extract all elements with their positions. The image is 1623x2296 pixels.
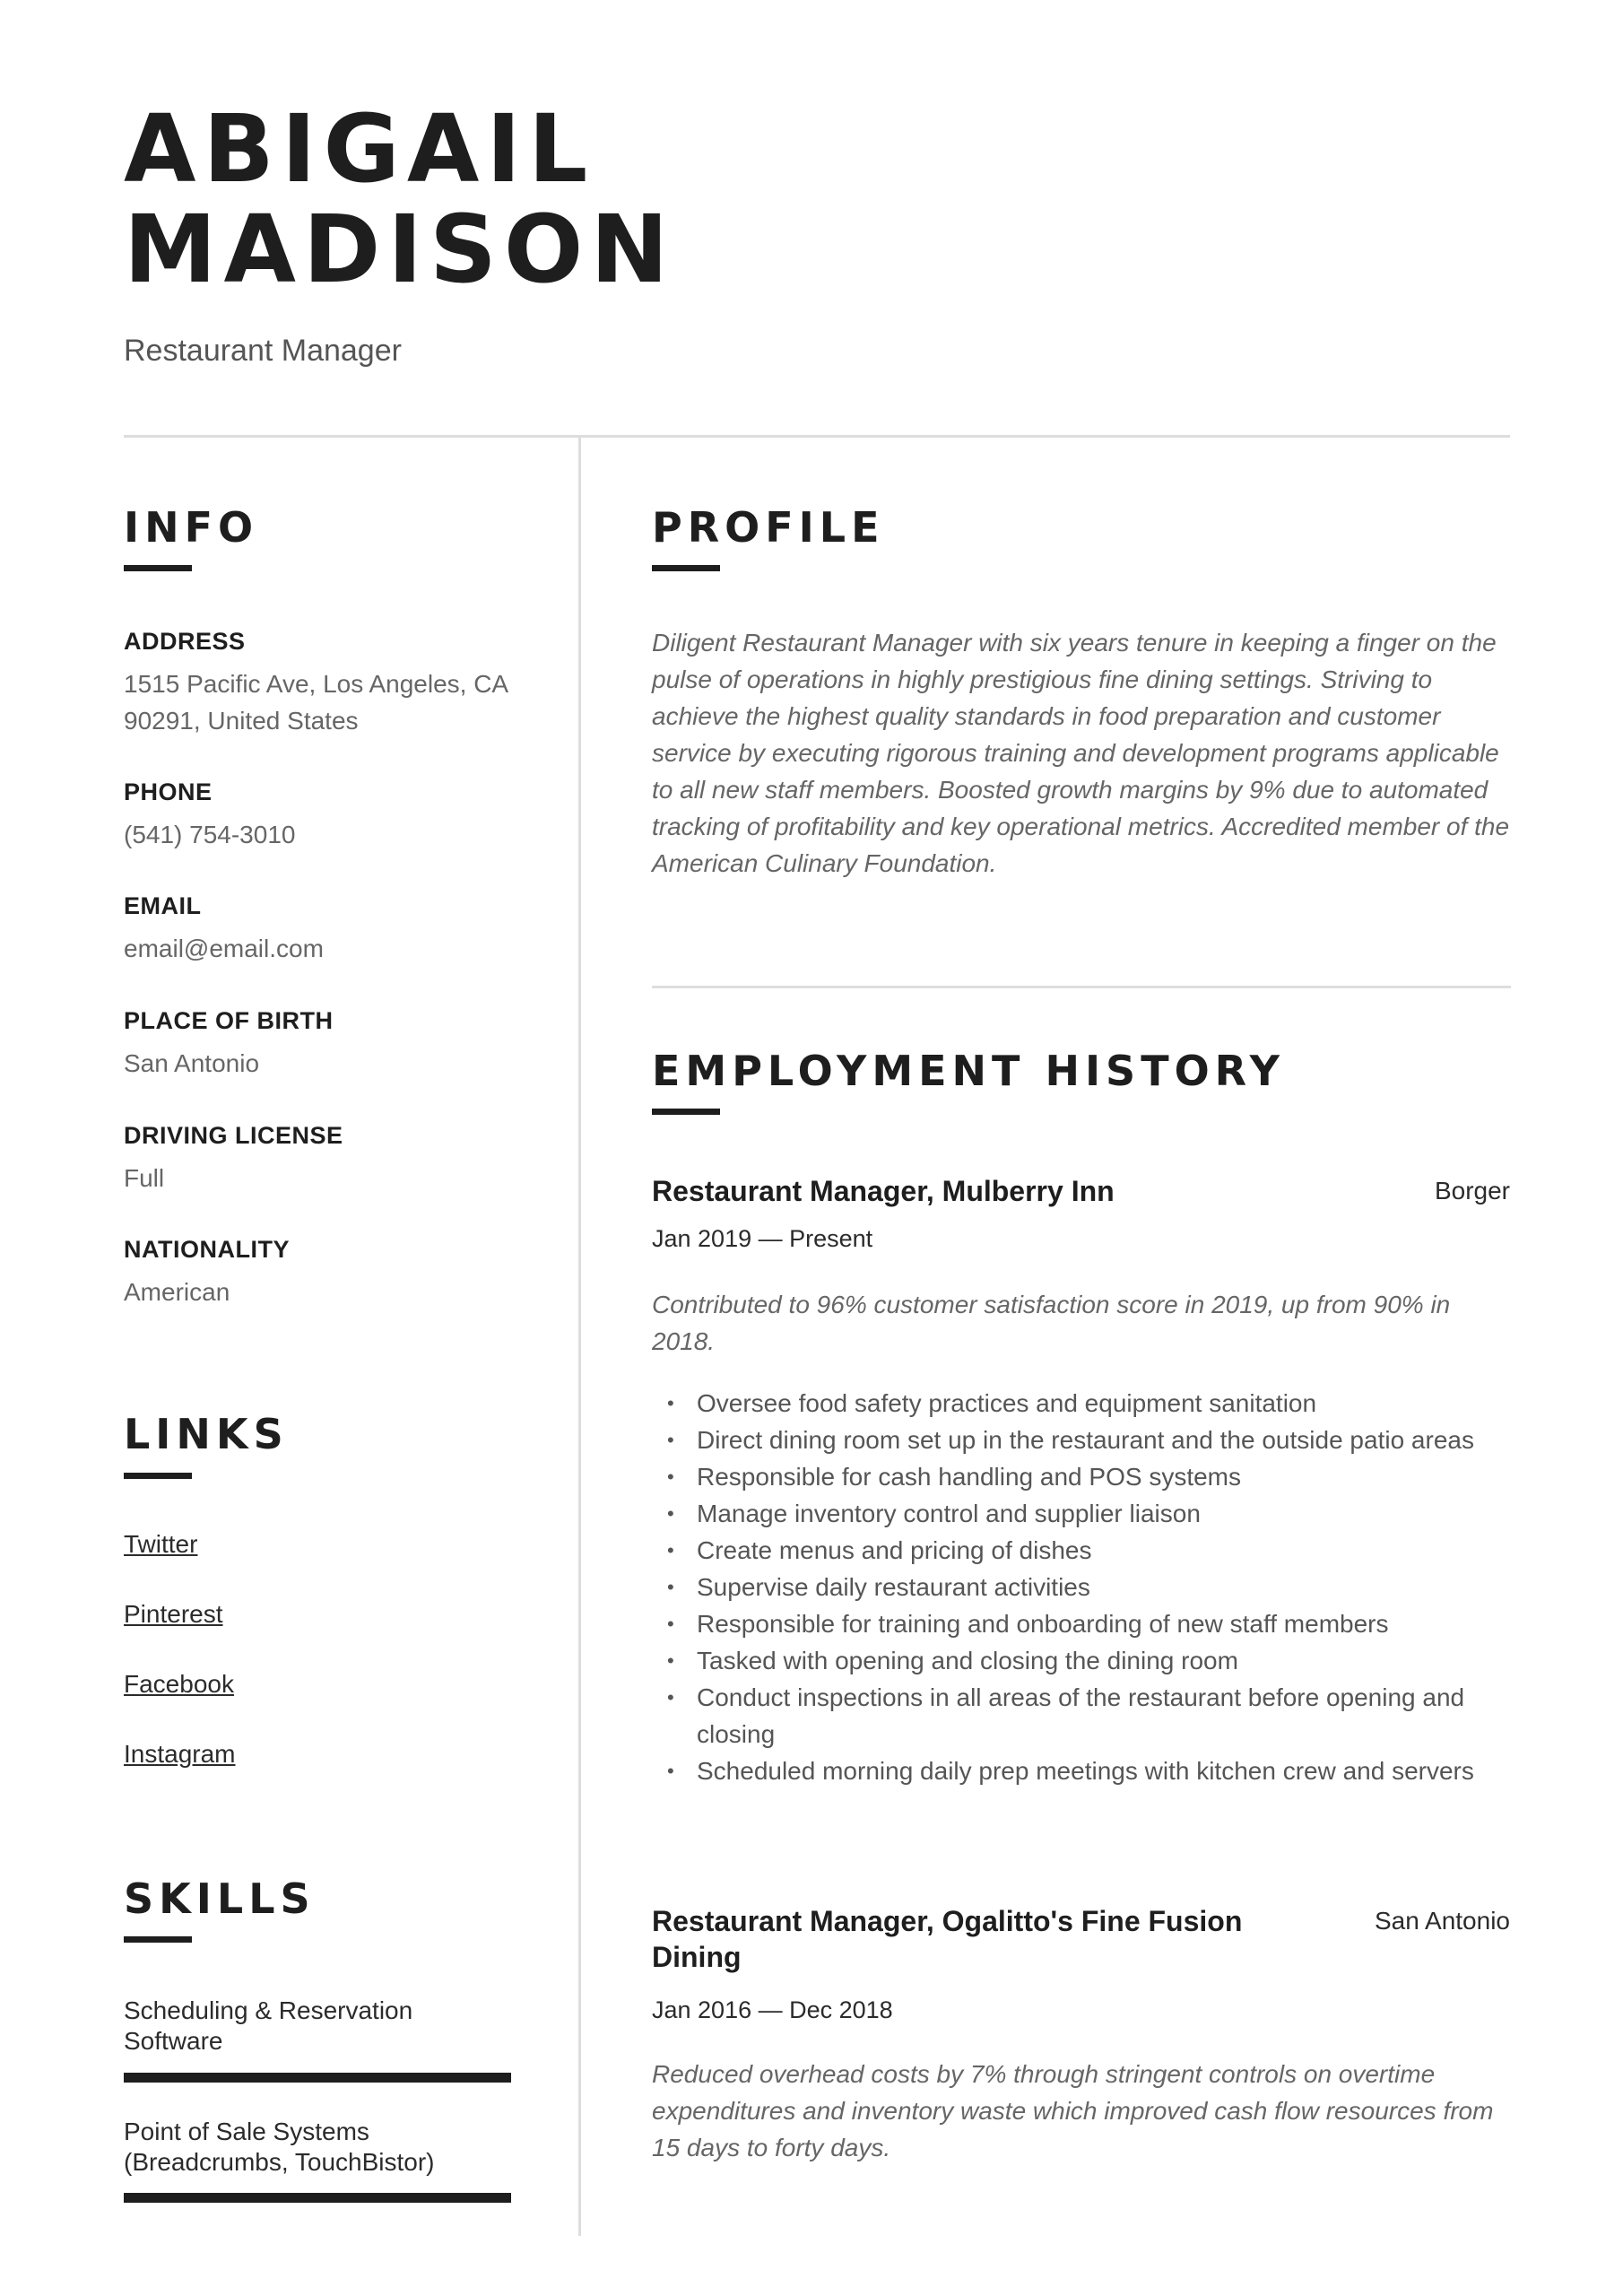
job-dates: Jan 2016 — Dec 2018: [652, 1996, 893, 2023]
skills-heading: SKILLS: [124, 1874, 316, 1923]
birth-value: San Antonio: [124, 1049, 260, 1077]
skill-name: Point of Sale Systems (Breadcrumbs, TouchBistor): [124, 2118, 435, 2176]
job-location: San Antonio: [1374, 1907, 1510, 1935]
links-heading: LINKS: [124, 1410, 289, 1458]
skill-level-bar: [124, 2193, 511, 2203]
list-item-text: Direct dining room set up in the restaurant and the outside patio areas: [697, 1426, 1474, 1454]
bullet-icon: •: [667, 1649, 674, 1672]
skill-level-bar: [124, 2073, 511, 2083]
info-nationality: [124, 1234, 545, 1310]
bullet-icon: •: [667, 1539, 674, 1561]
job-summary: Contributed to 96% customer satisfaction score in 2019, up from 90% in 2018.: [652, 1291, 1451, 1355]
skill-name: Scheduling & Reservation Software: [124, 1996, 413, 2055]
name-last: MADISON: [124, 195, 676, 304]
list-item: [652, 1532, 1513, 1569]
info-email: [124, 891, 545, 967]
list-item-text: Responsible for training and onboarding of new staff members: [697, 1610, 1389, 1638]
bullet-icon: •: [667, 1392, 674, 1414]
profile-divider: [652, 986, 1511, 988]
job-title: Restaurant Manager, Mulberry Inn: [652, 1175, 1115, 1207]
address-line-1: 1515 Pacific Ave, Los Angeles, CA: [124, 670, 509, 698]
bullet-icon: •: [667, 1686, 674, 1709]
phone-label: PHONE: [124, 778, 213, 805]
bullet-icon: •: [667, 1502, 674, 1525]
license-label: DRIVING LICENSE: [124, 1122, 343, 1149]
list-item: [652, 1642, 1513, 1679]
list-item-text: Responsible for cash handling and POS systems: [697, 1463, 1241, 1491]
candidate-title: Restaurant Manager: [124, 334, 402, 368]
name-first: ABIGAIL: [124, 94, 595, 204]
job-summary: Reduced overhead costs by 7% through stringent controls on overtime expenditures and inventory waste which improved cash flow resources from 15 days to forty days.: [652, 2060, 1494, 2161]
list-item-text: Scheduled morning daily prep meetings with kitchen crew and servers: [697, 1757, 1474, 1785]
job-location: Borger: [1434, 1177, 1510, 1205]
profile-heading: PROFILE: [652, 503, 885, 552]
bullet-icon: •: [667, 1429, 674, 1451]
list-item-text: Oversee food safety practices and equipment sanitation: [697, 1389, 1317, 1417]
list-item-text: Tasked with opening and closing the dining room: [697, 1647, 1238, 1674]
profile-text: Diligent Restaurant Manager with six years tenure in keeping a finger on the pulse of operations in highly prestigious fine dining settings. Striving to achieve the highest quality standards in food preparation and customer service by executing rigorous training and development programs applicable to all new staff members. Boosted growth margins by 9% due to automated tracking of profitability and key operational metrics. Accredited member of the American Culinary Foundation.: [652, 629, 1510, 877]
list-item: [652, 1495, 1513, 1532]
address-line-2: 90291, United States: [124, 707, 359, 735]
employment-heading: EMPLOYMENT HISTORY: [652, 1047, 1285, 1095]
info-address: [124, 626, 545, 739]
bullet-icon: •: [667, 1760, 674, 1782]
profile-section: [652, 624, 1513, 882]
list-item: [652, 1385, 1513, 1422]
list-item: [652, 1569, 1513, 1605]
address-label: ADDRESS: [124, 628, 246, 655]
list-item-text: Conduct inspections in all areas of the restaurant before opening and closing: [697, 1683, 1465, 1748]
skills-heading-bar: [124, 1936, 192, 1943]
link-instagram[interactable]: Instagram: [124, 1740, 236, 1768]
email-label: EMAIL: [124, 892, 202, 919]
email-value: email@email.com: [124, 935, 324, 962]
column-divider: [578, 438, 581, 2236]
nationality-label: NATIONALITY: [124, 1236, 290, 1263]
header-divider: [124, 435, 1510, 438]
list-item-text: Supervise daily restaurant activities: [697, 1573, 1090, 1601]
link-twitter[interactable]: Twitter: [124, 1530, 198, 1558]
bullet-icon: •: [667, 1613, 674, 1635]
list-item-text: Create menus and pricing of dishes: [697, 1536, 1092, 1564]
list-item-text: Manage inventory control and supplier liaison: [697, 1500, 1201, 1527]
info-heading-bar: [124, 565, 192, 571]
list-item: [652, 1605, 1513, 1642]
info-birth: [124, 1005, 545, 1082]
job-bullet-list: [652, 1385, 1513, 1789]
job-title: Restaurant Manager, Ogalitto's Fine Fusion Dining: [652, 1905, 1243, 1973]
candidate-name: [124, 94, 676, 304]
info-license: [124, 1120, 545, 1196]
birth-label: PLACE OF BIRTH: [124, 1007, 334, 1034]
list-item: [652, 1422, 1513, 1458]
license-value: Full: [124, 1164, 165, 1192]
list-item: [652, 1679, 1513, 1752]
info-heading: INFO: [124, 503, 259, 552]
link-facebook[interactable]: Facebook: [124, 1670, 234, 1698]
list-item: [652, 1752, 1513, 1789]
job-dates: Jan 2019 — Present: [652, 1225, 873, 1252]
list-item: [652, 1458, 1513, 1495]
bullet-icon: •: [667, 1465, 674, 1488]
nationality-value: American: [124, 1278, 230, 1306]
info-phone: [124, 777, 545, 853]
links-heading-bar: [124, 1473, 192, 1479]
profile-heading-bar: [652, 565, 720, 571]
link-pinterest[interactable]: Pinterest: [124, 1600, 223, 1628]
phone-value: (541) 754-3010: [124, 821, 296, 848]
employment-heading-bar: [652, 1109, 720, 1115]
bullet-icon: •: [667, 1576, 674, 1598]
